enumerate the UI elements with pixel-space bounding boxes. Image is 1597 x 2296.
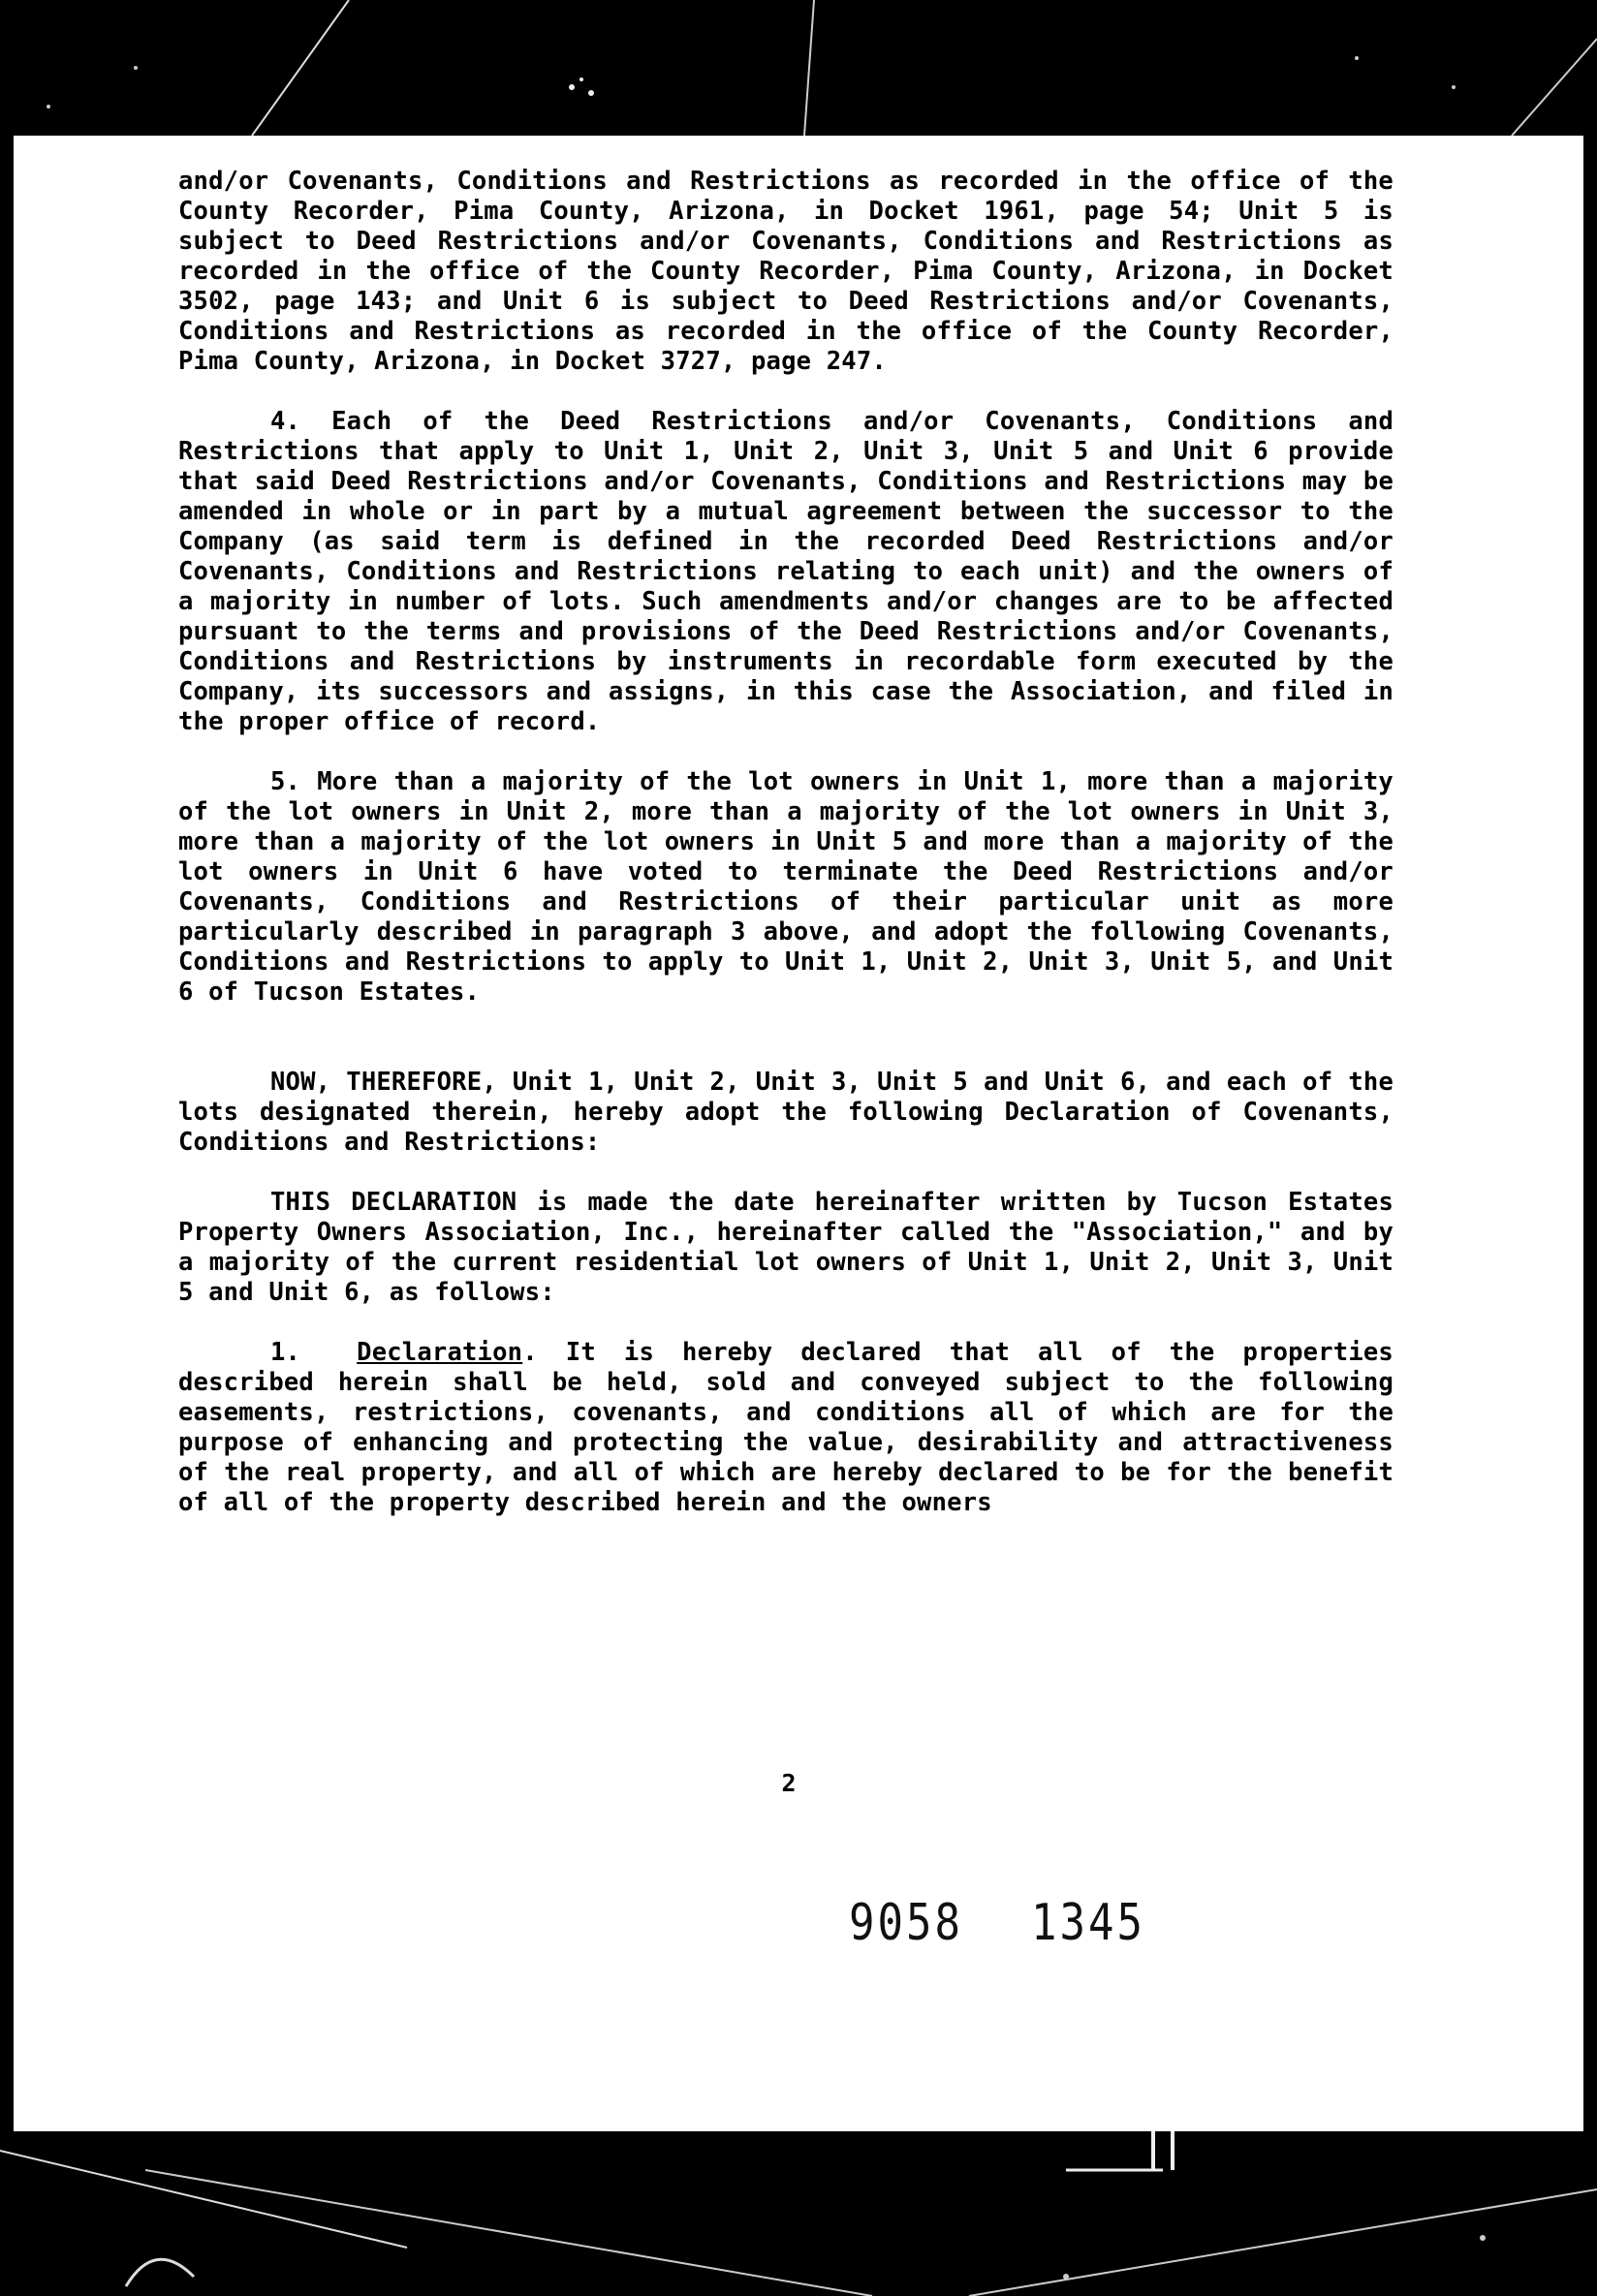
document-body bbox=[178, 167, 1393, 1518]
paragraph-4: 4. Each of the Deed Restrictions and/or Covenants, Conditions and Restrictions that apply to Unit 1, Unit 2, Unit 3, Unit 5 and Unit 6 provide that said Deed Restrictions and/or Covenants, Conditions and Restrictions may be amended in whole or in part by a mutual agreement between the successor to the Company (as said term is defined in the recorded Deed Restrictions and/or Covenants, Conditions and Restrictions relating to each unit) and the owners of a majority in number of lots. Such amendments and/or changes are to be affected pursuant to the terms and provisions of the Deed Restrictions and/or Covenants, Conditions and Restrictions by instruments in recordable form executed by the Company, its successors and assigns, in this case the Association, and filed in the proper office of record. bbox=[178, 407, 1393, 736]
declaration-preamble: THIS DECLARATION is made the date hereinafter written by Tucson Estates Property Owners Association, Inc., hereinafter called the "Association," and by a majority of the current residential lot owners of Unit 1, Unit 2, Unit 3, Unit 5 and Unit 6, as follows: bbox=[178, 1188, 1393, 1307]
page-number: 2 bbox=[781, 1769, 797, 1797]
section-heading: Declaration bbox=[357, 1338, 523, 1367]
now-therefore-clause: NOW, THEREFORE, Unit 1, Unit 2, Unit 3, Unit 5 and Unit 6, and each of the lots designated therein, hereby adopt the following Declaration of Covenants, Conditions and Restrictions: bbox=[178, 1068, 1393, 1157]
paragraph-5: 5. More than a majority of the lot owners in Unit 1, more than a majority of the lot owners in Unit 2, more than a majority of the lot owners in Unit 3, more than a majority of the lot owners in Unit 5 and more than a majority of the lot owners in Unit 6 have voted to terminate the Deed Restrictions and/or Covenants, Conditions and Restrictions of their particular unit as more particularly described in paragraph 3 above, and adopt the following Covenants, Conditions and Restrictions to apply to Unit 1, Unit 2, Unit 3, Unit 5, and Unit 6 of Tucson Estates. bbox=[178, 767, 1393, 1007]
docket-stamp bbox=[849, 1894, 1145, 1952]
docket-page: 1345 bbox=[1030, 1894, 1145, 1953]
scan-artifacts-bottom bbox=[0, 2131, 1597, 2296]
section-body: . It is hereby declared that all of the properties described herein shall be held, sold and conveyed subject to the following easements, restrictions, covenants, and conditions all of which are for the purpose of enhancing and protecting the value, desirability and attractiveness of the real property, and all of which are hereby declared to be for the benefit of all of the property described herein and the owners bbox=[178, 1338, 1393, 1517]
paragraph-3-continuation: and/or Covenants, Conditions and Restrictions as recorded in the office of the County Recorder, Pima County, Arizona, in Docket 1961, page 54; Unit 5 is subject to Deed Restrictions and/or Covenants, Conditions and Restrictions as recorded in the office of the County Recorder, Pima County, Arizona, in Docket 3502, page 143; and Unit 6 is subject to Deed Restrictions and/or Covenants, Conditions and Restrictions as recorded in the office of the County Recorder, Pima County, Arizona, in Docket 3727, page 247. bbox=[178, 167, 1393, 376]
docket-number: 9058 bbox=[849, 1894, 963, 1953]
section-number: 1. bbox=[270, 1338, 301, 1367]
section-1-declaration bbox=[178, 1338, 1393, 1518]
scan-artifacts-top bbox=[0, 0, 1597, 136]
